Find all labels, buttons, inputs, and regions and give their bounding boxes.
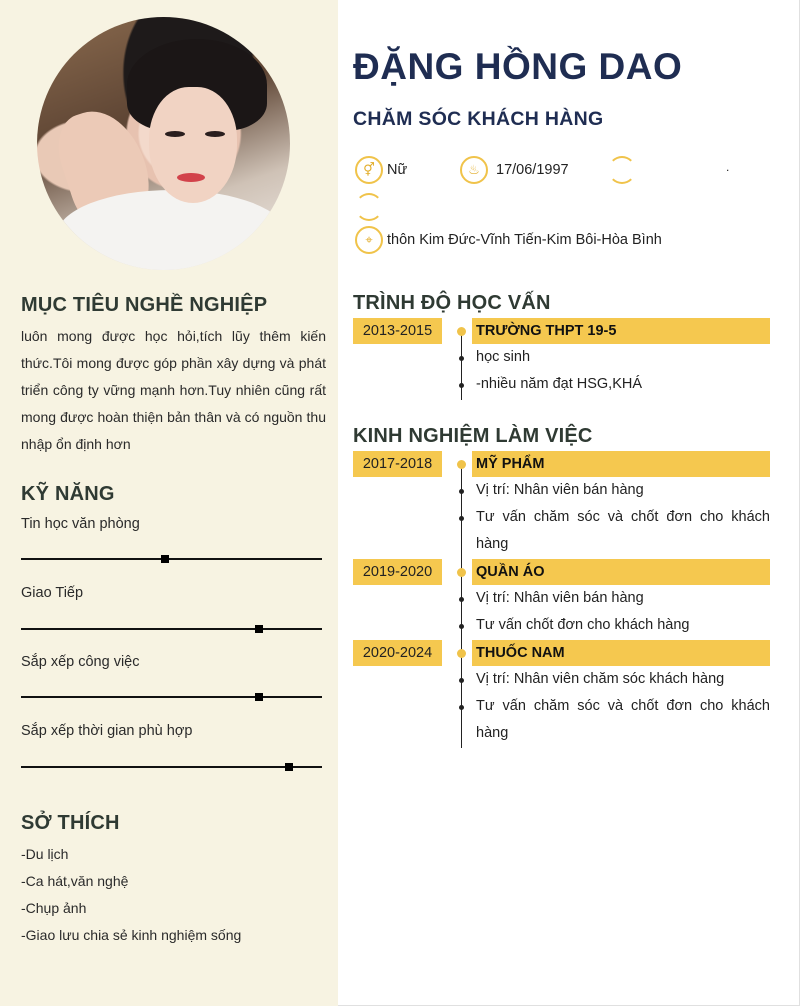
hobbies-heading: SỞ THÍCH xyxy=(21,812,120,834)
bullet xyxy=(459,356,464,361)
skill-bar xyxy=(21,628,322,630)
hobby-item: -Du lịch xyxy=(21,846,69,862)
experience-detail: Vị trí: Nhân viên chăm sóc khách hàng xyxy=(476,671,725,687)
experience-detail: Tư vấn chăm sóc và chốt đơn cho khách hàng xyxy=(476,698,770,741)
trailing-dot: . xyxy=(726,160,730,174)
candidate-position: CHĂM SÓC KHÁCH HÀNG xyxy=(353,108,604,130)
experience-org: QUẦN ÁO xyxy=(472,559,770,585)
education-years: 2013-2015 xyxy=(353,318,442,344)
gender-icon: ⚥ xyxy=(355,156,383,184)
skill-level-marker xyxy=(255,625,263,633)
bullet xyxy=(459,678,464,683)
skill-label: Sắp xếp công việc xyxy=(21,654,140,670)
objective-text: luôn mong được học hỏi,tích lũy thêm kiến thức.Tôi mong được góp phần xây dựng và phát triển công ty vững mạnh hơn.Tuy nhiên cũng rất mong được hoàn thiện bản thân và có nguồn thu nhập ổn định hơn xyxy=(21,328,326,452)
education-detail: -nhiều năm đạt HSG,KHÁ xyxy=(476,376,643,392)
experience-heading: KINH NGHIỆM LÀM VIỆC xyxy=(353,425,593,447)
bullet xyxy=(459,383,464,388)
experience-detail: Tư vấn chăm sóc và chốt đơn cho khách hàng xyxy=(476,509,770,552)
skill-label: Giao Tiếp xyxy=(21,585,84,601)
education-heading: TRÌNH ĐỘ HỌC VẤN xyxy=(353,292,551,314)
skill-bar xyxy=(21,558,322,560)
bullet xyxy=(459,516,464,521)
experience-detail: Vị trí: Nhân viên bán hàng xyxy=(476,590,644,606)
skill-level-marker xyxy=(255,693,263,701)
timeline-dot xyxy=(457,649,466,658)
sidebar xyxy=(0,0,338,1006)
bullet xyxy=(459,597,464,602)
bullet xyxy=(459,489,464,494)
bullet xyxy=(459,624,464,629)
gender-value: Nữ xyxy=(387,162,408,178)
experience-org: THUỐC NAM xyxy=(472,640,770,666)
map-pin-icon: ⌖ xyxy=(355,226,383,254)
skill-bar xyxy=(21,766,322,768)
skill-label: Sắp xếp thời gian phù hợp xyxy=(21,723,193,739)
education-org: TRƯỜNG THPT 19-5 xyxy=(472,318,770,344)
experience-years: 2017-2018 xyxy=(353,451,442,477)
experience-years: 2019-2020 xyxy=(353,559,442,585)
timeline-dot xyxy=(457,327,466,336)
skill-level-marker xyxy=(161,555,169,563)
candidate-name: ĐẶNG HỒNG DAO xyxy=(353,46,683,87)
timeline-line xyxy=(461,330,462,400)
address-value: thôn Kim Đức-Vĩnh Tiến-Kim Bôi-Hòa Bình xyxy=(387,232,662,248)
experience-detail: Tư vấn chốt đơn cho khách hàng xyxy=(476,617,690,633)
skill-label: Tin học văn phòng xyxy=(21,516,140,532)
experience-years: 2020-2024 xyxy=(353,640,442,666)
hobby-item: -Ca hát,văn nghệ xyxy=(21,873,129,889)
experience-org: MỸ PHẨM xyxy=(472,451,770,477)
avatar xyxy=(37,17,290,270)
cake-icon: ♨ xyxy=(460,156,488,184)
skill-bar xyxy=(21,696,322,698)
email-icon xyxy=(355,193,383,221)
timeline-dot xyxy=(457,460,466,469)
skills-heading: KỸ NĂNG xyxy=(21,483,115,505)
phone-icon xyxy=(608,156,636,184)
education-detail: học sinh xyxy=(476,349,531,365)
experience-detail: Vị trí: Nhân viên bán hàng xyxy=(476,482,644,498)
hobby-item: -Giao lưu chia sẻ kinh nghiệm sống xyxy=(21,927,242,943)
birthday-value: 17/06/1997 xyxy=(496,162,569,178)
bullet xyxy=(459,705,464,710)
hobby-item: -Chụp ảnh xyxy=(21,900,87,916)
objective-heading: MỤC TIÊU NGHỀ NGHIỆP xyxy=(21,294,268,316)
skill-level-marker xyxy=(285,763,293,771)
timeline-dot xyxy=(457,568,466,577)
